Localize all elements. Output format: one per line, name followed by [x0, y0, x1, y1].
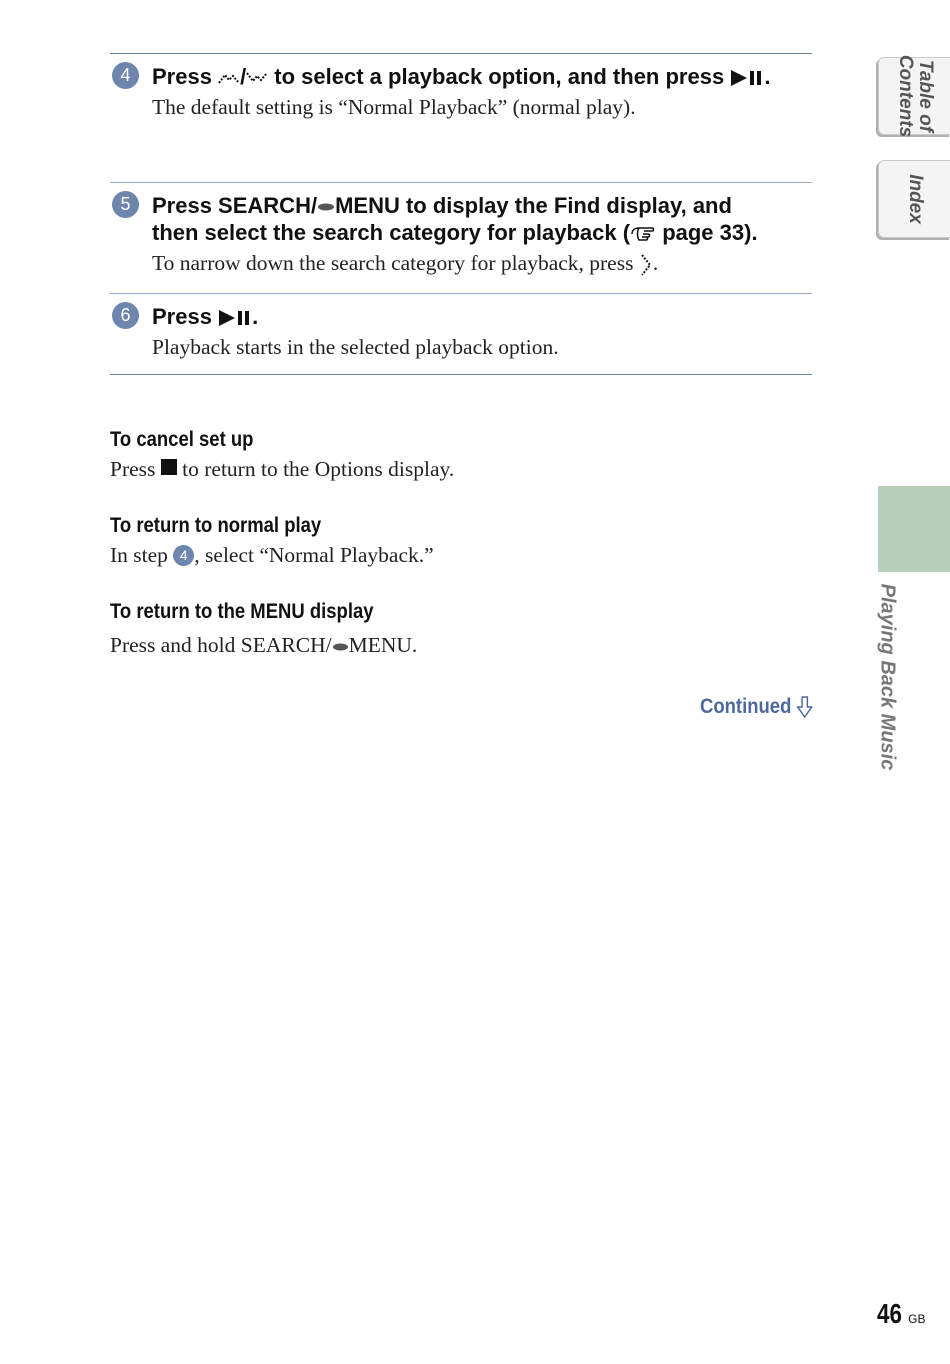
menu-body: Press and hold SEARCH/ MENU.: [110, 633, 418, 657]
step-4-title: Press / to select a playback option, and then press .: [152, 64, 771, 89]
steps-list: [110, 53, 812, 375]
normal-play-section: [110, 514, 434, 570]
stop-icon: [161, 459, 177, 475]
arrow-down-icon: [796, 696, 812, 718]
jog-down-icon: [246, 71, 268, 85]
play-pause-icon: [730, 69, 764, 87]
step-5-title: Press SEARCH/ MENU to display the Find display, and then select the search category for playback ( page 33).: [152, 193, 758, 245]
step-number-5: 5: [112, 191, 139, 218]
section-label: Playing Back Music: [876, 583, 899, 771]
cancel-heading: To cancel set up: [110, 428, 254, 451]
table-of-contents-tab[interactable]: Table of Contents: [878, 57, 950, 135]
normal-play-heading: To return to normal play: [110, 514, 322, 537]
step-6: [110, 293, 812, 375]
step-5: [110, 182, 812, 293]
page-number: 46 GB: [877, 1298, 926, 1329]
back-home-icon: [317, 202, 335, 212]
index-tab[interactable]: Index: [878, 160, 950, 238]
step-number-6: 6: [112, 302, 139, 329]
menu-section: [110, 600, 417, 660]
step-4: [110, 53, 812, 182]
continued-label: Continued: [700, 695, 812, 719]
step-4-body: The default setting is “Normal Playback” (normal play).: [152, 95, 636, 119]
back-home-icon: [332, 642, 349, 652]
step-5-body: To narrow down the search category for playback, press .: [152, 251, 659, 275]
step-6-body: Playback starts in the selected playback option.: [152, 335, 559, 359]
pointing-hand-icon: [630, 225, 656, 243]
normal-play-body: In step 4 , select “Normal Playback.”: [110, 543, 434, 567]
step-6-title: Press .: [152, 304, 259, 329]
step-ref-badge: 4: [173, 545, 194, 566]
menu-heading: To return to the MENU display: [110, 600, 374, 623]
section-marker: [878, 486, 950, 572]
step-number-4: 4: [112, 62, 139, 89]
cancel-section: [110, 428, 454, 484]
cancel-body: Press to return to the Options display.: [110, 457, 455, 481]
play-pause-icon: [218, 309, 252, 327]
jog-up-icon: [218, 71, 240, 85]
jog-right-icon: [639, 254, 653, 276]
